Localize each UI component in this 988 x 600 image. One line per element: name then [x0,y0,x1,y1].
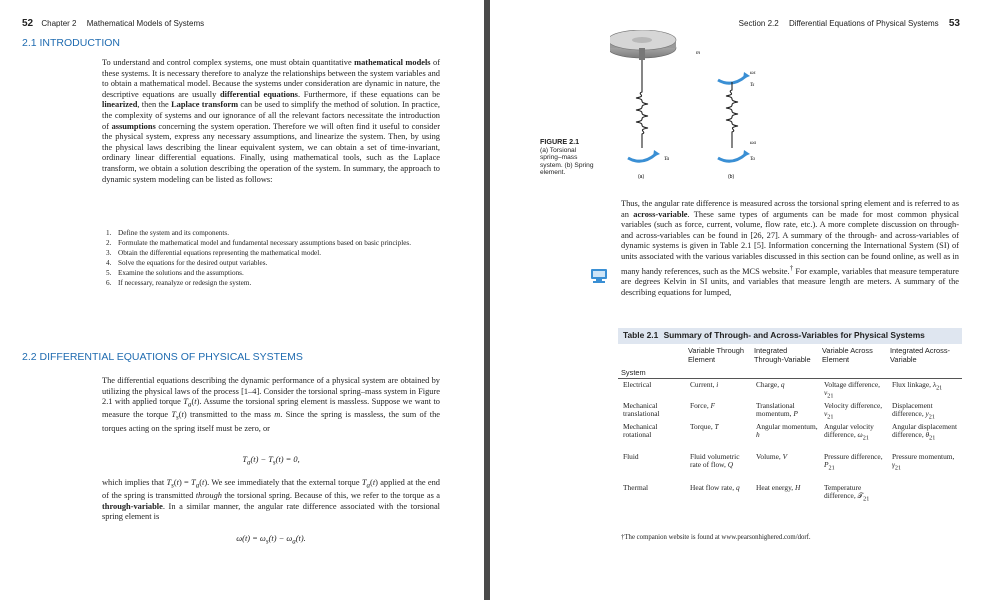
subfigure-a-label: (a) [638,174,645,180]
left-chapter-label: Chapter 2 [41,19,77,28]
table-row: Thermal Heat flow rate, q Heat energy, H Temperature difference, 𝒯$_{21}$ [623,483,870,503]
list-item: 5. Examine the solutions and the assumptions. [106,269,244,277]
table-row: Mechanical rotational Torque, T Angular momentum, h Angular velocity difference, $\omega_{21}$ Angular displacement difference, $\theta_{21}$ [623,422,958,442]
table-header-integrated-across: Integrated Across-Variable [890,346,950,364]
table-header-integrated-through: Integrated Through-Variable [754,346,811,364]
subfigure-b-label: (b) [728,174,735,180]
spring-b [726,82,738,148]
right-section-label: Section 2.2 [738,19,779,28]
mass-disk [610,30,676,60]
table-header-system: System [621,368,646,377]
table-header-rule [618,378,962,379]
left-running-header [22,18,204,29]
right-page [490,0,988,600]
spring-a [636,60,648,148]
section-2-2-title: 2.2 DIFFERENTIAL EQUATIONS OF PHYSICAL SYSTEMS [22,351,303,363]
torque-arrow-bottom-b [718,154,746,161]
table-row: Electrical Current, i Charge, q Voltage difference, $v_{21}$ Flux linkage, $\lambda_{21}$ [623,380,943,400]
list-item: 1. Define the system and its components. [106,229,229,237]
torque-arrow-a [628,154,656,161]
table-header [621,346,962,377]
table-number: Table 2.1 [623,330,659,340]
table-row: Fluid Fluid volumetric rate of flow, Q Volume, V Pressure difference, $P_{21}$ Pressure momentum, $\gamma_{21}$ [623,452,955,472]
table-header-through: Variable Through Element [688,346,745,364]
list-item: 2. Formulate the mathematical model and fundamental necessary assumptions based on basic principles. [106,239,412,247]
table-header-across: Variable Across Element [822,346,873,364]
section-2-1-title: 2.1 INTRODUCTION [22,37,121,49]
ts-label: Ts [750,83,755,88]
table-row: Mechanical translational Force, F Translational momentum, P Velocity difference, $v_{21}$ Displacement difference, $y_{21}$ [623,401,935,421]
through-variable-paragraph: which implies that $T_s(t) = T_a(t)$. We see immediately that the external torque $T_a(t)$ applied at the end of the spring is transmitted through the torsional spring. Because of this, we refer to the torque as a through-variable. In a similar manner, the angular rate difference associated with the torsional spring element is [102,478,441,522]
left-chapter-title: Mathematical Models of Systems [86,19,205,28]
footnote[interactable]: †The companion website is found at www.pearsonhighered.com/dorf. [621,534,811,541]
modeling-steps-list [106,228,440,288]
mass-label: m [696,50,700,56]
across-variable-paragraph: Thus, the angular rate difference is measured across the torsional spring element and is referred to as an across-variable. These same types of arguments can be made for most common physical variables (such as force, current, volume, flow rate, etc.). A more complete discussion on through- and across-variables can be found in [26, 27]. A summary of the through- and across-variables of dynamic systems is given in Table 2.1 [5]. Information concerning the International System (SI) of units associated with the various variables discussed in this section can be found online, as well as in many handy references, such as the MCS website.† For example, variables that measure temperature are degrees Kelvin in SI units, and variables that measure length are meters. A summary of the describing equations for lumped, [621,199,960,297]
companion-website-icon[interactable] [590,268,608,284]
figure-label: FIGURE 2.1 [540,137,580,146]
intro-paragraph: To understand and control complex systems, one must obtain quantitative mathematical models of these systems. It is necessary therefore to analyze the relationships between the system variables and to obtain a mathematical model. Because the systems under consideration are dynamic in nature, the descriptive equations are usually differential equations. Furthermore, if these equations can be linearized, then the Laplace transform can be used to simplify the method of solution. In practice, the complexity of systems and our ignorance of all the relevant factors necessitate the introduction of assumptions concerning the system operation. Therefore we will often find it useful to consider the physical system, express any necessary assumptions, and linearize the system. Then, by using the physical laws describing the linear equivalent system, we can obtain a set of time-invariant, ordinary linear differential equations. Finally, using mathematical tools, such as the Laplace transform, we obtain a solution describing the operation of the system. In summary, the approach to dynamic system modeling can be listed as follows: [102,58,441,184]
torque-balance-equation: $T_a(t) - T_s(t) = 0$, [242,455,300,467]
list-item: 6. If necessary, reanalyze or redesign the system. [106,279,252,287]
ws-label: ωs [750,71,756,76]
right-page-number: 53 [948,18,960,29]
table-body [621,381,965,506]
left-page [0,0,484,600]
right-running-header [739,18,960,29]
table-caption [623,330,925,340]
angular-rate-equation: $\omega(t) = \omega_s(t) - \omega_a(t)$. [236,534,306,546]
list-item: 4. Solve the equations for the desired output variables. [106,259,268,267]
figure-spring-mass [610,30,780,190]
applied-torque-label-a: Ta [664,156,670,162]
left-page-number: 52 [22,18,34,29]
differential-equations-paragraph: The differential equations describing the dynamic performance of a physical system are obtained by utilizing the physical laws of the process [1–4]. Consider the torsional spring–mass system in Figure 2.1 with applied torque $T_a(t)$. Assume the torsional spring element is massless. Suppose we want to measure the torque $T_s(t)$ transmitted to the mass m. Since the spring is massless, the sum of the torques acting on the spring itself must be zero, or [102,376,441,433]
wa-label: ωa [750,141,757,146]
applied-torque-label-b: Ta [750,157,755,162]
list-item: 3. Obtain the differential equations representing the mathematical model. [106,249,322,257]
figure-caption: FIGURE 2.1 (a) Torsional spring–mass system. (b) Spring element. [540,137,594,177]
table-title: Summary of Through- and Across-Variables for Physical Systems [663,330,925,340]
right-section-title: Differential Equations of Physical Systems [788,19,939,28]
